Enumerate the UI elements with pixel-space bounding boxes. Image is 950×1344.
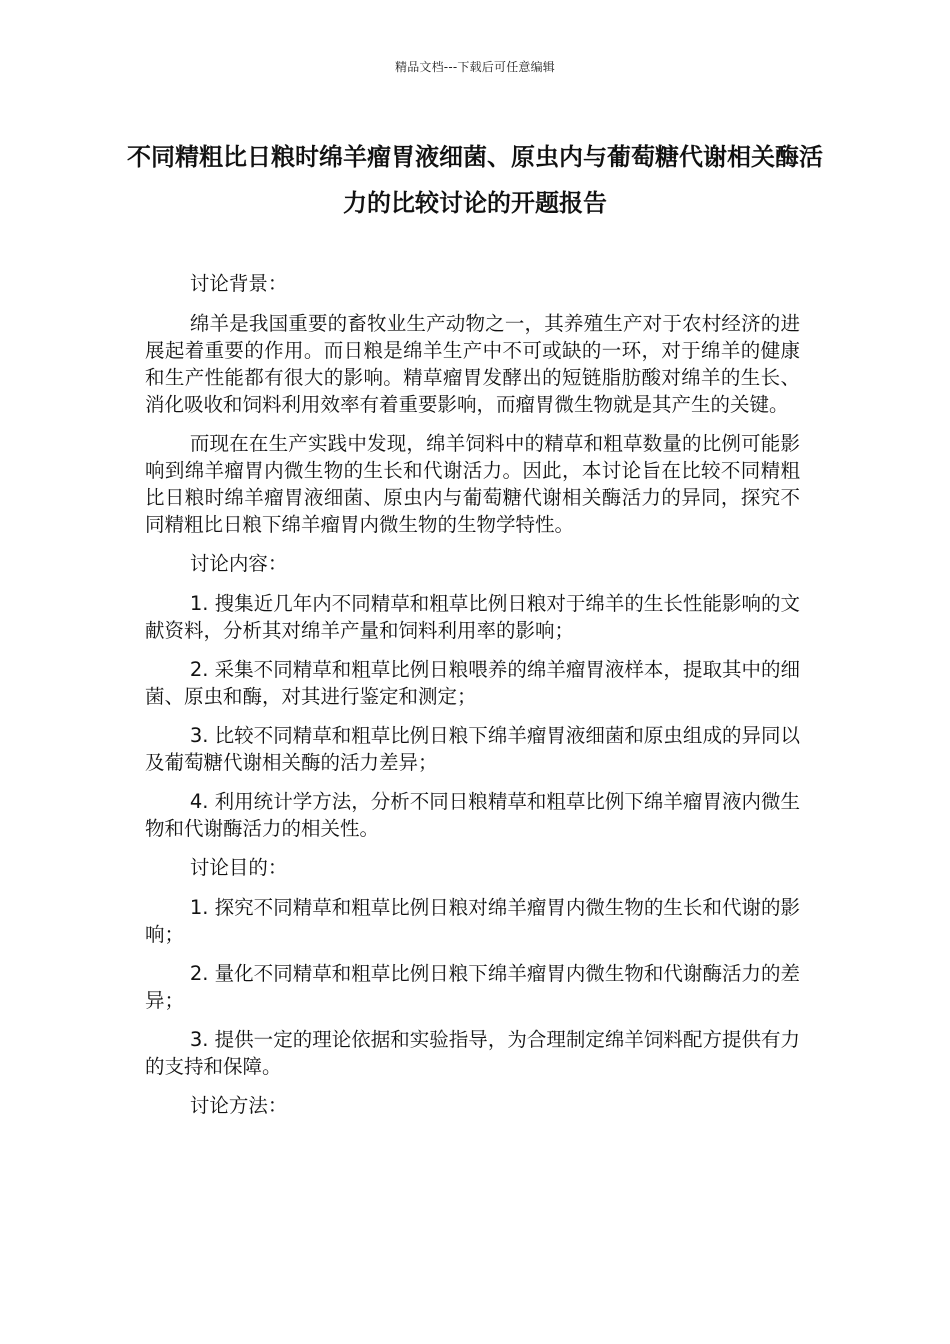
paragraph-background-1: 绵羊是我国重要的畜牧业生产动物之一，其养殖生产对于农村经济的进展起着重要的作用。而日粮是绵羊生产中不可或缺的一环，对于绵羊的健康和生产性能都有很大的影响。精草瘤胃发酵出的短链脂肪酸对绵羊的生长、消化吸收和饲料利用效率有着重要影响，而瘤胃微生物就是其产生的关键。 <box>145 312 800 416</box>
header-note: 精品文档---下载后可任意编辑 <box>395 60 555 74</box>
list-item-purpose-3: 3. 提供一定的理论依据和实验指导，为合理制定绵羊饲料配方提供有力的支持和保障。 <box>145 1028 800 1078</box>
section-label-purpose: 讨论目的： <box>189 856 288 879</box>
section-label-method: 讨论方法： <box>189 1094 288 1117</box>
list-item-content-1: 1. 搜集近几年内不同精草和粗草比例日粮对于绵羊的生长性能影响的文献资料，分析其对绵羊产量和饲料利用率的影响； <box>145 592 800 642</box>
list-item-purpose-1: 1. 探究不同精草和粗草比例日粮对绵羊瘤胃内微生物的生长和代谢的影响； <box>145 896 800 946</box>
list-item-purpose-2: 2. 量化不同精草和粗草比例日粮下绵羊瘤胃内微生物和代谢酶活力的差异； <box>145 962 800 1012</box>
list-item-content-3: 3. 比较不同精草和粗草比例日粮下绵羊瘤胃液细菌和原虫组成的异同以及葡萄糖代谢相关酶的活力差异； <box>145 724 800 774</box>
paragraph-background-2: 而现在在生产实践中发现，绵羊饲料中的精草和粗草数量的比例可能影响到绵羊瘤胃内微生物的生长和代谢活力。因此，本讨论旨在比较不同精粗比日粮时绵羊瘤胃液细菌、原虫内与葡萄糖代谢相关酶活力的异同，探究不同精粗比日粮下绵羊瘤胃内微生物的生物学特性。 <box>145 432 800 536</box>
document-title: 不同精粗比日粮时绵羊瘤胃液细菌、原虫内与葡萄糖代谢相关酶活力的比较讨论的开题报告 <box>127 143 823 217</box>
list-item-content-4: 4. 利用统计学方法，分析不同日粮精草和粗草比例下绵羊瘤胃液内微生物和代谢酶活力的相关性。 <box>145 790 800 840</box>
section-label-content: 讨论内容： <box>189 552 288 575</box>
list-item-content-2: 2. 采集不同精草和粗草比例日粮喂养的绵羊瘤胃液样本，提取其中的细菌、原虫和酶，对其进行鉴定和测定； <box>145 658 800 708</box>
document-body <box>145 270 800 1132</box>
section-label-background: 讨论背景： <box>189 272 288 295</box>
